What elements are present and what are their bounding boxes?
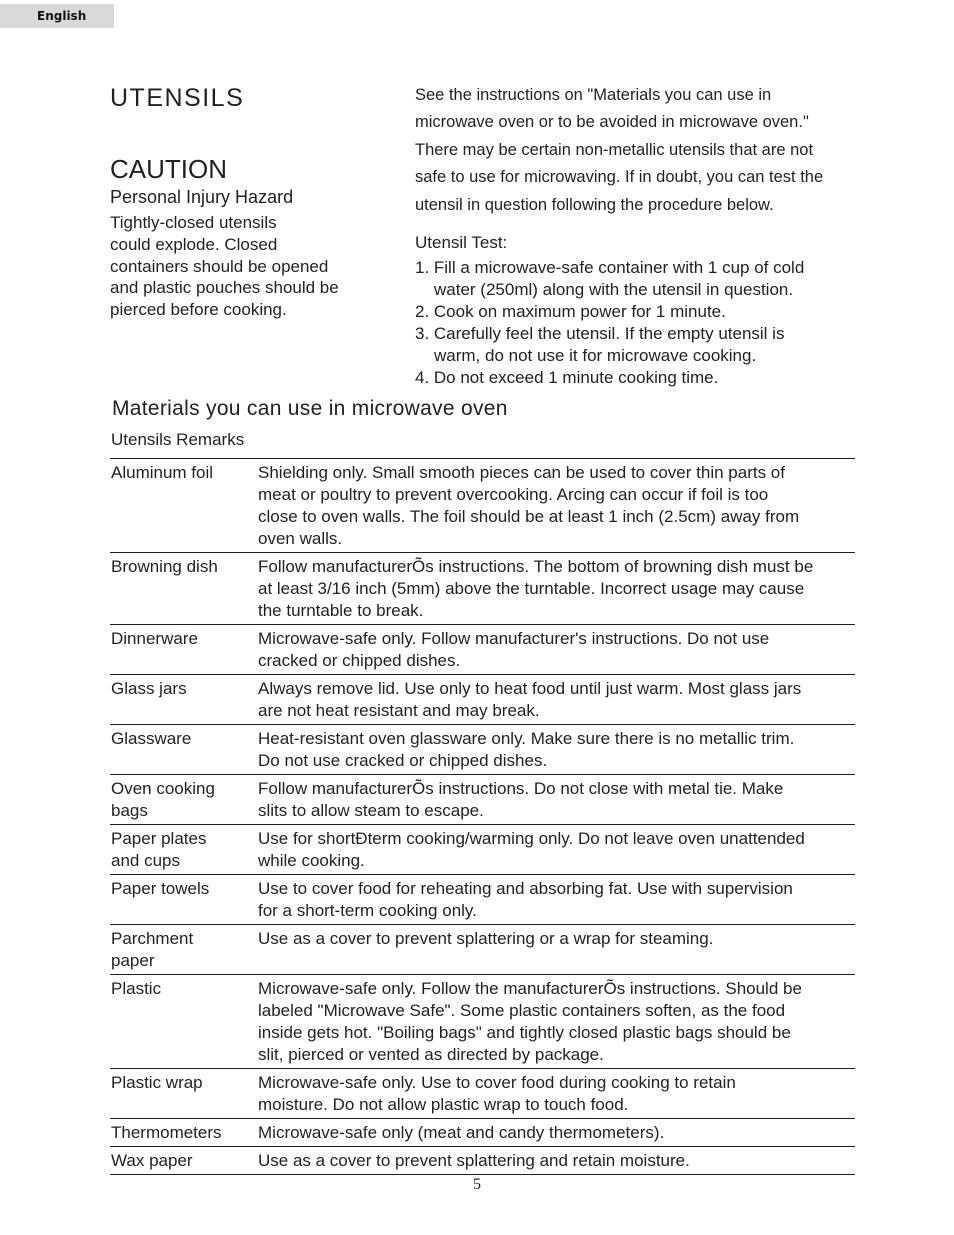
utensil-remark — [258, 553, 867, 624]
remark-line: while cooking. — [258, 851, 365, 870]
remark-line: Microwave-safe only. Follow the manufacturerÕs instructions. Should be — [258, 979, 802, 998]
intro-line: See the instructions on "Materials you can use in — [415, 86, 772, 104]
table-row — [110, 724, 855, 774]
caution-title: CAUTION — [110, 154, 227, 184]
utensil-name-line: Paper towels — [111, 879, 210, 898]
utensil-remark — [258, 675, 855, 724]
hazard-line: Tightly-closed utensils — [110, 213, 277, 232]
intro-line: microwave oven or to be avoided in microwave oven." — [415, 113, 809, 132]
test-step — [415, 323, 855, 367]
utensil-remark — [258, 625, 855, 674]
test-step-line: water (250ml) along with the utensil in question. — [434, 280, 794, 300]
table-row — [110, 674, 855, 724]
utensil-name-line: paper — [111, 951, 155, 970]
utensil-name — [110, 925, 258, 974]
utensil-name-line: and cups — [111, 851, 180, 870]
remark-line: oven walls. — [258, 529, 343, 548]
materials-table — [110, 458, 855, 1175]
hazard-line: pierced before cooking. — [110, 300, 287, 320]
intro-line: There may be certain non-metallic utensils that are not — [415, 140, 814, 159]
remark-line: Shielding only. Small smooth pieces can be used to cover thin parts of — [258, 463, 785, 482]
utensil-name-line: Plastic wrap — [111, 1073, 203, 1092]
table-row — [110, 1146, 855, 1175]
test-step — [415, 367, 855, 389]
remark-line: slit, pierced or vented as directed by package. — [258, 1045, 604, 1064]
utensil-name — [110, 875, 258, 924]
utensil-name-line: Wax paper — [111, 1151, 193, 1170]
test-step — [415, 257, 855, 301]
remark-line: are not heat resistant and may break. — [258, 701, 540, 720]
utensil-name — [110, 625, 258, 674]
utensils-caution-section — [110, 82, 380, 321]
table-row — [110, 1118, 855, 1146]
remark-line: Always remove lid. Use only to heat food until just warm. Most glass jars — [258, 679, 802, 698]
table-row — [110, 624, 855, 674]
table-row — [110, 552, 855, 624]
utensil-name-line: Glassware — [111, 729, 192, 748]
remark-line: Follow manufacturerÕs instructions. The bottom of browning dish must be — [258, 557, 814, 576]
hazard-line: and plastic pouches should be — [110, 278, 339, 298]
utensil-name — [110, 553, 258, 624]
utensil-remark — [258, 975, 855, 1068]
remark-line: Heat-resistant oven glassware only. Make sure there is no metallic trim. — [258, 729, 795, 748]
intro-line: safe to use for microwaving. If in doubt, you can test the — [415, 168, 824, 187]
remark-line: Microwave-safe only (meat and candy thermometers). — [258, 1123, 665, 1142]
page-number: 5 — [473, 1176, 481, 1193]
remark-line: Microwave-safe only. Use to cover food during cooking to retain — [258, 1073, 736, 1092]
table-row — [110, 974, 855, 1068]
hazard-text — [110, 212, 380, 321]
remark-line: Use as a cover to prevent splattering or a wrap for steaming. — [258, 929, 714, 948]
test-step-line: 1. Fill a microwave-safe container with 1 cup of cold — [415, 258, 805, 278]
table-column-header: Utensils Remarks — [111, 430, 245, 449]
utensil-name-line: Oven cooking — [111, 779, 215, 798]
utensil-test-steps — [415, 257, 855, 389]
utensil-test-section — [415, 82, 855, 389]
utensil-name-line: Dinnerware — [111, 629, 198, 648]
remark-line: meat or poultry to prevent overcooking. Arcing can occur if foil is too — [258, 485, 769, 504]
remark-line: cracked or chipped dishes. — [258, 651, 461, 670]
test-step — [415, 301, 855, 323]
utensil-remark — [258, 875, 855, 924]
page-title: UTENSILS — [110, 84, 245, 112]
utensil-name — [110, 825, 258, 874]
remark-line: close to oven walls. The foil should be at least 1 inch (2.5cm) away from — [258, 507, 800, 526]
materials-heading: Materials you can use in microwave oven — [112, 397, 508, 420]
utensil-remark — [258, 825, 855, 874]
test-step-line: 3. Carefully feel the utensil. If the empty utensil is — [415, 324, 785, 344]
remark-line: moisture. Do not allow plastic wrap to touch food. — [258, 1095, 629, 1114]
utensil-name-line: Paper plates — [111, 829, 207, 848]
utensil-name-line: bags — [111, 801, 148, 820]
hazard-line: could explode. Closed — [110, 234, 278, 254]
remark-line: Use to cover food for reheating and absorbing fat. Use with supervision — [258, 879, 793, 898]
remark-line: for a short-term cooking only. — [258, 901, 477, 920]
utensil-remark — [258, 925, 855, 974]
intro-paragraph — [415, 82, 855, 219]
test-step-line: warm, do not use it for microwave cooking. — [434, 346, 757, 366]
utensil-remark — [258, 459, 855, 552]
utensil-remark — [258, 1147, 855, 1174]
utensil-name — [110, 975, 258, 1068]
test-step-line: 2. Cook on maximum power for 1 minute. — [415, 302, 726, 322]
remark-line: Microwave-safe only. Follow manufacturer's instructions. Do not use — [258, 629, 770, 648]
intro-line: utensil in question following the procedure below. — [415, 195, 774, 214]
remark-line: Do not use cracked or chipped dishes. — [258, 751, 548, 770]
table-row — [110, 458, 855, 552]
utensil-name — [110, 459, 258, 552]
utensil-name-line: Plastic — [111, 979, 162, 998]
utensil-name — [110, 725, 258, 774]
utensil-name — [110, 675, 258, 724]
utensil-test-title: Utensil Test: — [415, 233, 508, 253]
utensil-name — [110, 1147, 258, 1174]
utensil-remark — [258, 1069, 855, 1118]
utensil-remark — [258, 775, 855, 824]
utensil-name — [110, 1119, 258, 1146]
remark-line: Use as a cover to prevent splattering and retain moisture. — [258, 1151, 690, 1170]
table-row — [110, 774, 855, 824]
utensil-name-line: Glass jars — [111, 679, 187, 698]
remark-line: labeled "Microwave Safe". Some plastic containers soften, as the food — [258, 1001, 786, 1020]
table-row — [110, 924, 855, 974]
utensil-name-line: Thermometers — [111, 1123, 222, 1142]
hazard-subtitle: Personal Injury Hazard — [110, 187, 294, 207]
remark-line: Use for shortÐterm cooking/warming only. Do not leave oven unattended — [258, 829, 805, 848]
remark-line: Follow manufacturerÕs instructions. Do not close with metal tie. Make — [258, 779, 784, 798]
table-row — [110, 1068, 855, 1118]
utensil-name — [110, 775, 258, 824]
remark-line: inside gets hot. "Boiling bags" and tightly closed plastic bags should be — [258, 1023, 791, 1042]
language-tab: English — [0, 4, 114, 28]
utensil-remark — [258, 1119, 855, 1146]
remark-line: the turntable to break. — [258, 601, 424, 620]
hazard-line: containers should be opened — [110, 256, 329, 276]
remark-line: slits to allow steam to escape. — [258, 801, 484, 820]
test-step-line: 4. Do not exceed 1 minute cooking time. — [415, 368, 719, 388]
table-row — [110, 824, 855, 874]
table-row — [110, 874, 855, 924]
remark-line: at least 3/16 inch (5mm) above the turntable. Incorrect usage may cause — [258, 579, 805, 598]
utensil-remark — [258, 725, 855, 774]
utensil-name-line: Aluminum foil — [111, 463, 214, 482]
utensil-name — [110, 1069, 258, 1118]
utensil-name-line: Parchment — [111, 929, 194, 948]
utensil-name-line: Browning dish — [111, 557, 218, 576]
